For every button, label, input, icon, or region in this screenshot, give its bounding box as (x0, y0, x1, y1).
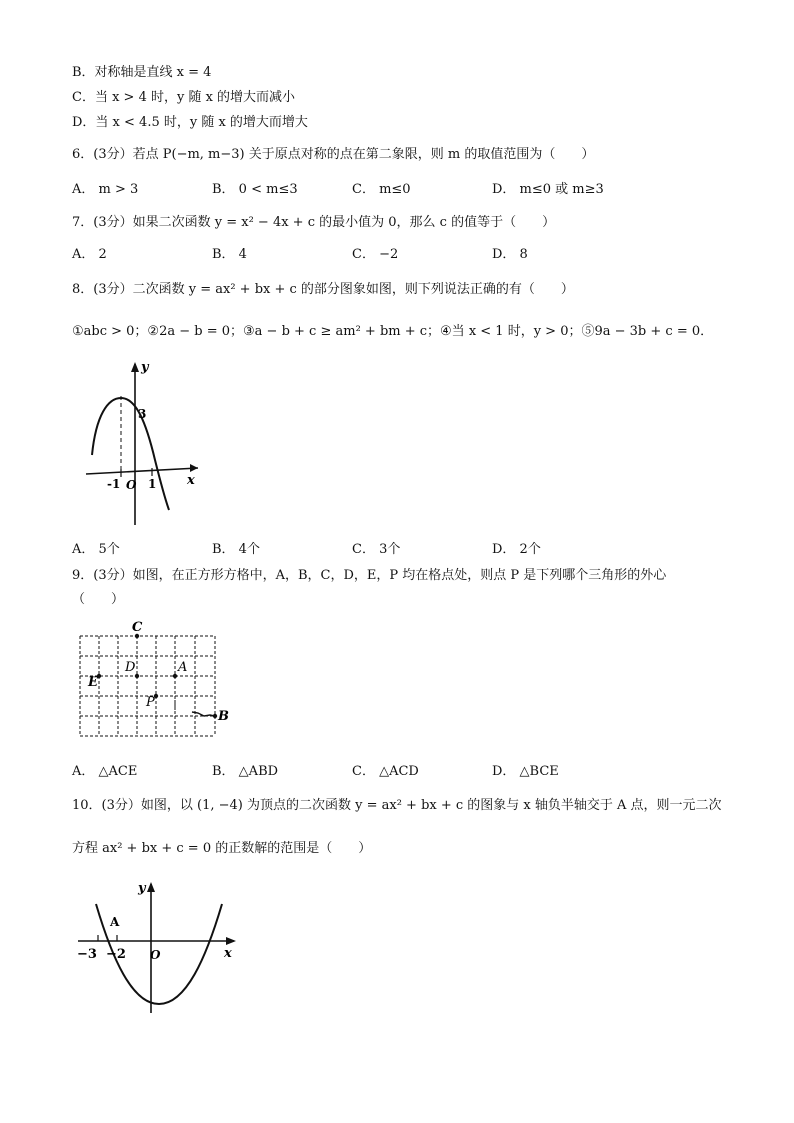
q10-tick-neg3: −3 (77, 947, 97, 962)
q9-point-d-label: D (125, 660, 136, 675)
q8-option-d: D． 2个 (492, 542, 541, 557)
q5-option-c: C．当 x > 4 时，y 随 x 的增大而减小 (72, 90, 296, 105)
q10-tick-neg2: −2 (106, 947, 126, 962)
q9-point-a-label: A (178, 660, 188, 675)
q10-point-a-label: A (110, 915, 120, 929)
q10-stem: 10．(3分）如图，以 (1, −4) 为顶点的二次函数 y = ax² + bx + c 的图象与 x 轴负半轴交于 A 点，则一元二次 (72, 798, 722, 813)
q9-option-b: B． △ABD (212, 764, 279, 779)
q9-option-a: A． △ACE (72, 764, 138, 779)
q9-dashed-grid (80, 636, 215, 736)
q7-option-d: D． 8 (492, 247, 528, 262)
q6-option-c: C． m≤0 (352, 182, 411, 197)
q8-y-intercept-label: 3 (138, 407, 147, 421)
q9-point-b-label: B (218, 709, 229, 724)
q8-stem: 8．(3分）二次函数 y = ax² + bx + c 的部分图象如图，则下列说法正确的有（ ） (72, 282, 574, 297)
q6-stem: 6．(3分）若点 P(−m, m−3) 关于原点对称的点在第二象限，则 m 的取值范围为（ ） (72, 147, 595, 162)
q9-option-c: C． △ACD (352, 764, 419, 779)
q8-statements: ①abc > 0；②2a − b = 0；③a − b + c ≥ am² + bm + c；④当 x < 1 时，y > 0；⑤9a − 3b + c = 0． (72, 324, 714, 339)
q9-point-c-label: C (132, 620, 143, 635)
q8-tick-one: 1 (148, 477, 157, 491)
q8-option-c: C． 3个 (352, 542, 401, 557)
q8-x-axis-label: x (187, 473, 195, 488)
q9-point-p-label: P (146, 695, 155, 710)
q7-stem: 7．(3分）如果二次函数 y = x² − 4x + c 的最小值为 0，那么 c 的值等于（ ） (72, 215, 556, 230)
q8-option-a: A． 5个 (72, 542, 120, 557)
q5-option-b: B．对称轴是直线 x = 4 (72, 65, 212, 80)
q10-origin-label: O (150, 948, 161, 962)
q7-option-b: B． 4 (212, 247, 247, 262)
q10-x-axis-label: x (224, 946, 232, 961)
q6-option-a: A． m > 3 (72, 182, 139, 197)
q8-origin-label: O (126, 478, 137, 492)
q9-point-e-label: E (88, 675, 98, 690)
q10-y-axis-label: y (138, 881, 146, 896)
q5-option-d: D．当 x < 4.5 时，y 随 x 的增大而增大 (72, 115, 308, 130)
q6-option-d: D． m≤0 或 m≥3 (492, 182, 604, 197)
q9-grid-figure (80, 620, 240, 740)
q8-parabola-figure (78, 360, 208, 530)
q7-option-c: C． −2 (352, 247, 399, 262)
q10-stem-continuation: 方程 ax² + bx + c = 0 的正数解的范围是（ ） (72, 841, 372, 856)
q8-y-axis-label: y (141, 360, 149, 375)
q6-option-b: B． 0 < m≤3 (212, 182, 298, 197)
q9-stem: 9．(3分）如图，在正方形方格中，A，B，C，D，E，P 均在格点处，则点 P 是下列哪个三角形的外心 (72, 568, 667, 583)
q9-stem-continuation: （ ） (72, 592, 125, 607)
q10-parabola-figure (74, 878, 244, 1018)
q8-option-b: B． 4个 (212, 542, 260, 557)
q7-option-a: A． 2 (72, 247, 107, 262)
q8-tick-neg-one: -1 (107, 477, 121, 491)
q9-option-d: D． △BCE (492, 764, 559, 779)
